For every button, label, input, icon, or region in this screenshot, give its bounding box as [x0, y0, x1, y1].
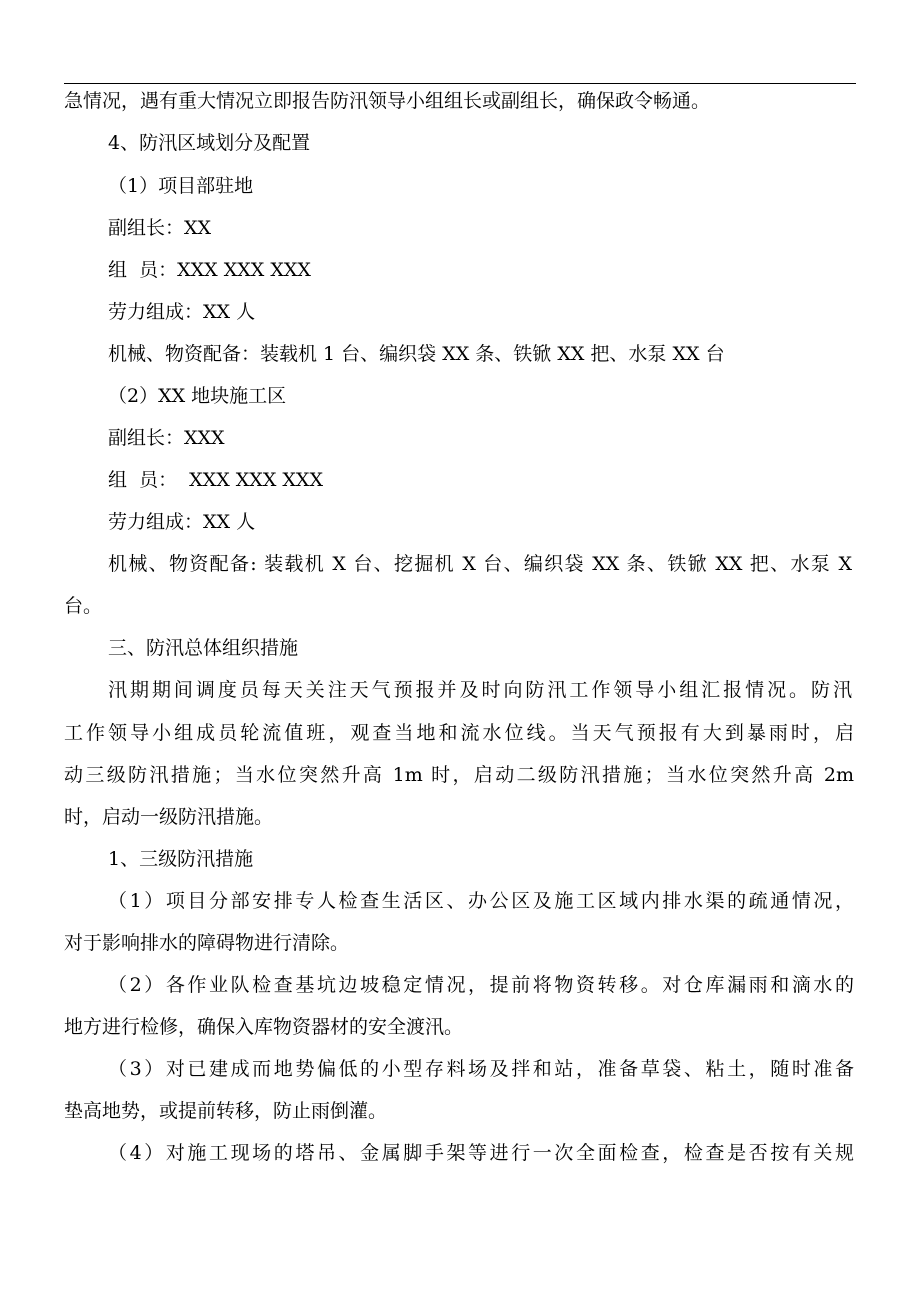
paragraph-line: （2）各作业队检查基坑边坡稳定情况，提前将物资转移。对仓库漏雨和滴水的	[108, 974, 854, 996]
section-heading: 1、三级防汛措施	[108, 848, 254, 870]
paragraph-line: 时，启动一级防汛措施。	[64, 806, 274, 828]
paragraph-line: 地方进行检修，确保入库物资器材的安全渡汛。	[64, 1016, 464, 1038]
paragraph-line: 工作领导小组成员轮流值班，观查当地和流水位线。当天气预报有大到暴雨时，启	[64, 722, 854, 744]
paragraph-line: 组 员：XXX XXX XXX	[108, 259, 311, 281]
section-heading: 三、防汛总体组织措施	[108, 637, 299, 659]
paragraph-line: （4）对施工现场的塔吊、金属脚手架等进行一次全面检查，检查是否按有关规	[108, 1142, 854, 1164]
paragraph-line: 劳力组成：XX 人	[108, 301, 256, 323]
subsection-heading: （2）XX 地块施工区	[108, 385, 287, 407]
header-rule	[64, 83, 856, 84]
paragraph-line: 动三级防汛措施；当水位突然升高 1m 时，启动二级防汛措施；当水位突然升高 2m	[64, 764, 854, 786]
paragraph-line: （3）对已建成而地势偏低的小型存料场及拌和站，准备草袋、粘土，随时准备	[108, 1058, 854, 1080]
section-heading: 4、防汛区域划分及配置	[108, 132, 311, 154]
paragraph-line: 汛期期间调度员每天关注天气预报并及时向防汛工作领导小组汇报情况。防汛	[108, 679, 852, 701]
subsection-heading: （1）项目部驻地	[108, 175, 254, 197]
paragraph-line: （1）项目分部安排专人检查生活区、办公区及施工区域内排水渠的疏通情况，	[108, 890, 854, 912]
paragraph-line: 劳力组成：XX 人	[108, 511, 256, 533]
paragraph-line: 台。	[64, 595, 103, 617]
paragraph-line: 机械、物资配备：装载机 1 台、编织袋 XX 条、铁锨 XX 把、水泵 XX 台	[108, 343, 725, 365]
paragraph-line: 急情况，遇有重大情况立即报告防汛领导小组组长或副组长，确保政令畅通。	[64, 90, 711, 112]
paragraph-line: 副组长：XXX	[108, 427, 225, 449]
paragraph-line: 组 员： XXX XXX XXX	[108, 469, 323, 491]
paragraph-line: 对于影响排水的障碍物进行清除。	[64, 932, 350, 954]
paragraph-line: 副组长：XX	[108, 217, 212, 239]
paragraph-line: 垫高地势，或提前转移，防止雨倒灌。	[64, 1100, 388, 1122]
paragraph-line: 机械、物资配备: 装载机 X 台、挖掘机 X 台、编织袋 XX 条、铁锨 XX 把、水泵 X	[108, 553, 852, 575]
